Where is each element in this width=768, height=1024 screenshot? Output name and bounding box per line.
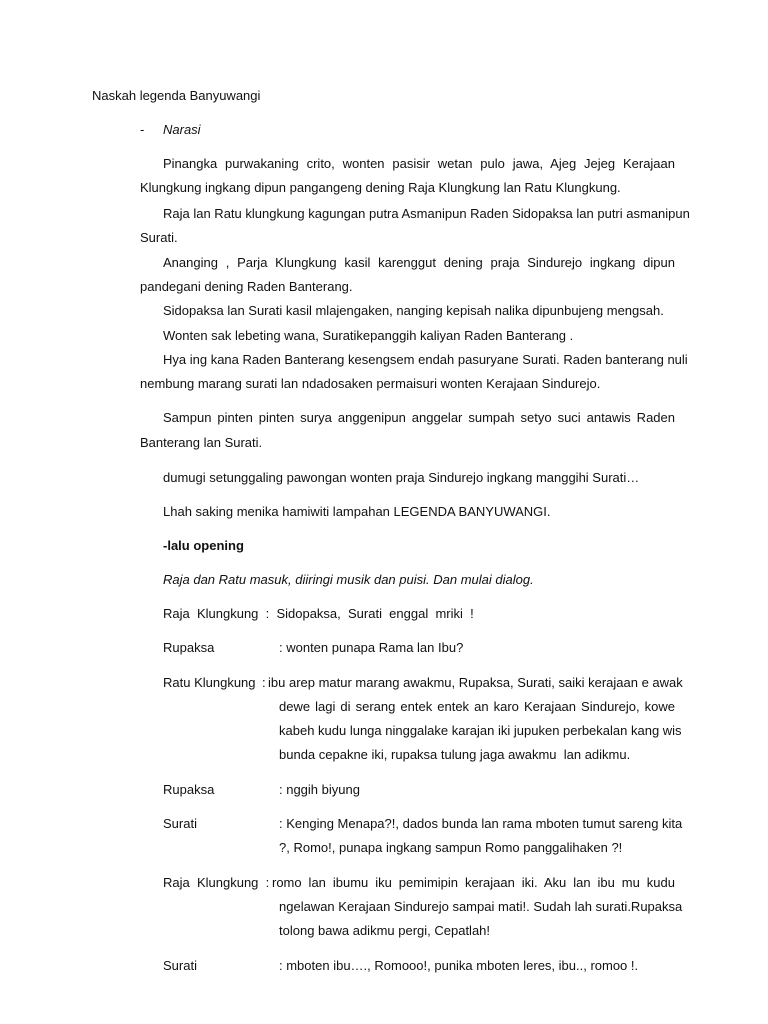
dialog-line-raja-2b: ngelawan Kerajaan Sindurejo sampai mati!. Sudah lah surati.Rupaksa: [279, 899, 683, 914]
dialog-speaker-rupaksa-1: Rupaksa: [163, 640, 215, 655]
dialog-line-raja-2c: tolong bawa adikmu pergi, Cepatlah!: [279, 923, 491, 938]
dialog-line-ratu-4: bunda cepakne iki, rupaksa tulung jaga awakmu lan adikmu.: [279, 747, 631, 762]
dialog-line-surati-1a: : Kenging Menapa?!, dados bunda lan rama mboten tumut sareng kita: [279, 816, 683, 831]
narration-p2-line1: Raja lan Ratu klungkung kagungan putra Asmanipun Raden Sidopaksa lan putri asmanipun: [163, 206, 690, 221]
dialog-speaker-rupaksa-2: Rupaksa: [163, 782, 215, 797]
dialog-speaker-ratu: Ratu Klungkung: [163, 675, 256, 690]
narration-p9: Lhah saking menika hamiwiti lampahan LEGENDA BANYUWANGI.: [163, 504, 551, 519]
dialog-line-rupaksa-1: : wonten punapa Rama lan Ibu?: [279, 640, 464, 655]
narration-p6-line2: nembung marang surati lan ndadosaken permaisuri wonten Kerajaan Sindurejo.: [140, 376, 601, 391]
narration-p1-line1: Pinangka purwakaning crito, wonten pasisir wetan pulo jawa, Ajeg Jejeg Kerajaan: [163, 156, 675, 171]
dialog-speaker-raja-2: Raja Klungkung :: [163, 875, 270, 890]
section-label-narasi: Narasi: [163, 122, 201, 137]
narration-p3-line2: pandegani dening Raden Banterang.: [140, 279, 353, 294]
narration-p4: Sidopaksa lan Surati kasil mlajengaken, nanging kepisah nalika dipunbujeng mengsah.: [163, 303, 664, 318]
opening-label: -lalu opening: [163, 538, 244, 553]
dialog-line-rupaksa-2: : nggih biyung: [279, 782, 360, 797]
dialog-line-raja-2a: romo lan ibumu iku pemimipin kerajaan iki. Aku lan ibu mu kudu: [272, 875, 675, 890]
dialog-raja-1: Raja Klungkung : Sidopaksa, Surati enggal mriki !: [163, 606, 474, 621]
dialog-line-ratu-first: ibu arep matur marang awakmu, Rupaksa, Surati, saiki kerajaan e awak: [268, 675, 683, 690]
narration-p7-line2: Banterang lan Surati.: [140, 435, 263, 450]
document-title: Naskah legenda Banyuwangi: [92, 88, 261, 103]
dialog-colon-ratu: :: [262, 675, 266, 690]
dialog-speaker-surati-2: Surati: [163, 958, 197, 973]
bullet-dash: -: [140, 122, 145, 137]
stage-direction: Raja dan Ratu masuk, diiringi musik dan puisi. Dan mulai dialog.: [163, 572, 534, 587]
dialog-speaker-surati-1: Surati: [163, 816, 197, 831]
narration-p6-line1: Hya ing kana Raden Banterang kesengsem endah pasuryane Surati. Raden banterang nuli: [163, 352, 688, 367]
dialog-line-ratu-3: kabeh kudu lunga ninggalake karajan iki jupuken perbekalan kang wis: [279, 723, 682, 738]
narration-p1-line2: Klungkung ingkang dipun pangangeng dening Raja Klungkung lan Ratu Klungkung.: [140, 180, 621, 195]
narration-p7-line1: Sampun pinten pinten surya anggenipun anggelar sumpah setyo suci antawis Raden: [163, 410, 675, 425]
dialog-line-ratu-2: dewe lagi di serang entek entek an karo Kerajaan Sindurejo, kowe: [279, 699, 675, 714]
dialog-line-surati-2: : mboten ibu…., Romooo!, punika mboten leres, ibu.., romoo !.: [279, 958, 639, 973]
narration-p3-line1: Ananging , Parja Klungkung kasil karenggut dening praja Sindurejo ingkang dipun: [163, 255, 675, 270]
narration-p8: dumugi setunggaling pawongan wonten praja Sindurejo ingkang manggihi Surati…: [163, 470, 640, 485]
narration-p2-line2: Surati.: [140, 230, 178, 245]
dialog-line-surati-1b: ?, Romo!, punapa ingkang sampun Romo panggalihaken ?!: [279, 840, 623, 855]
narration-p5: Wonten sak lebeting wana, Suratikepanggih kaliyan Raden Banterang .: [163, 328, 574, 343]
